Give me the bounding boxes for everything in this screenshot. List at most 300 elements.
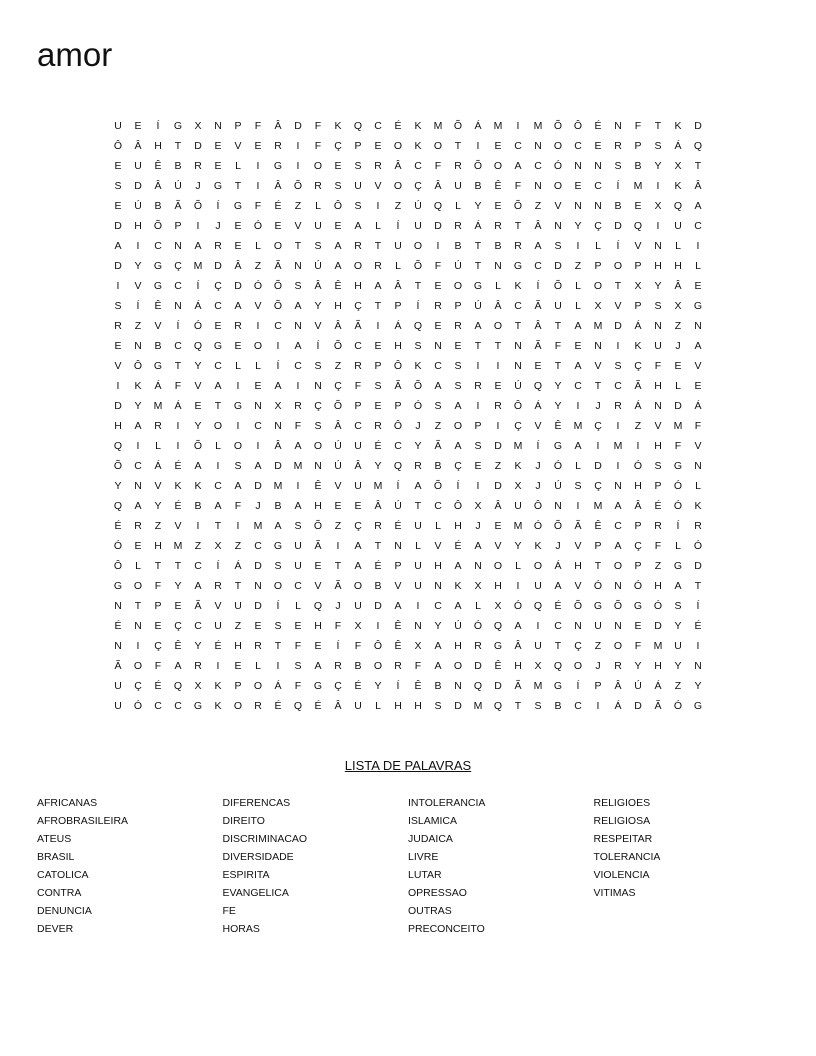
grid-letter: Ç	[314, 400, 322, 412]
grid-letter: V	[494, 540, 502, 552]
grid-letter: Ó	[693, 540, 703, 552]
grid-letter: L	[295, 600, 301, 612]
grid-letter: A	[334, 260, 342, 272]
word-item: DENUNCIA	[37, 905, 92, 917]
grid-letter: E	[114, 160, 122, 172]
grid-letter: Í	[396, 680, 400, 692]
grid-letter: L	[575, 280, 581, 292]
grid-letter: I	[136, 240, 140, 252]
word-list-title: LISTA DE PALAVRAS	[344, 758, 472, 773]
grid-letter: U	[414, 520, 422, 532]
grid-letter: U	[114, 700, 122, 712]
grid-letter: Í	[316, 340, 320, 352]
grid-letter: R	[454, 160, 462, 172]
grid-letter: C	[514, 300, 522, 312]
grid-letter: T	[474, 340, 482, 352]
grid-letter: C	[174, 340, 182, 352]
grid-letter: O	[393, 140, 403, 152]
grid-letter: Í	[416, 300, 420, 312]
grid-letter: Ã	[654, 700, 662, 712]
grid-letter: N	[654, 240, 662, 252]
grid-letter: Ã	[394, 380, 402, 392]
grid-letter: N	[274, 420, 282, 432]
letter-grid	[108, 116, 708, 716]
grid-letter: Y	[134, 260, 142, 272]
grid-letter: C	[194, 620, 202, 632]
grid-letter: K	[194, 480, 202, 492]
grid-letter: E	[114, 340, 122, 352]
grid-letter: L	[215, 440, 221, 452]
grid-letter: Õ	[413, 380, 423, 392]
grid-letter: I	[256, 160, 260, 172]
grid-letter: Ú	[414, 200, 422, 212]
grid-letter: Y	[474, 200, 482, 212]
grid-letter: I	[296, 160, 300, 172]
grid-letter: X	[594, 300, 602, 312]
grid-letter: S	[274, 620, 282, 632]
grid-letter: U	[354, 480, 362, 492]
grid-letter: U	[354, 600, 362, 612]
grid-letter: E	[134, 120, 142, 132]
grid-letter: F	[294, 640, 302, 652]
grid-letter: Ú	[634, 680, 642, 692]
grid-letter: Ô	[133, 360, 143, 372]
grid-letter: S	[554, 240, 562, 252]
grid-letter: J	[475, 520, 481, 532]
grid-letter: K	[534, 540, 542, 552]
grid-letter: C	[434, 500, 442, 512]
word-item: OUTRAS	[408, 905, 452, 917]
grid-letter: A	[134, 420, 142, 432]
grid-letter: Y	[434, 620, 442, 632]
grid-letter: Ú	[514, 380, 522, 392]
grid-letter: U	[414, 580, 422, 592]
grid-letter: Q	[693, 140, 703, 152]
grid-letter: I	[196, 520, 200, 532]
grid-letter: M	[513, 520, 523, 532]
grid-letter: S	[294, 280, 302, 292]
grid-letter: Ç	[514, 420, 522, 432]
grid-letter: É	[654, 500, 662, 512]
grid-letter: N	[574, 200, 582, 212]
grid-letter: U	[114, 680, 122, 692]
grid-letter: F	[354, 380, 362, 392]
grid-letter: E	[334, 220, 342, 232]
grid-letter: Z	[534, 200, 542, 212]
word-item: DIFERENCAS	[222, 797, 291, 809]
grid-letter: U	[354, 440, 362, 452]
grid-letter: H	[654, 380, 662, 392]
grid-letter: D	[694, 120, 702, 132]
grid-letter: Ç	[594, 220, 602, 232]
word-item: INTOLERANCIA	[408, 797, 486, 809]
grid-letter: N	[554, 220, 562, 232]
grid-letter: A	[234, 480, 242, 492]
grid-letter: Y	[134, 400, 142, 412]
grid-letter: I	[296, 380, 300, 392]
grid-letter: I	[236, 520, 240, 532]
grid-letter: Â	[334, 420, 342, 432]
grid-letter: Ç	[354, 520, 362, 532]
grid-letter: B	[154, 340, 162, 352]
grid-letter: M	[593, 500, 603, 512]
grid-letter: O	[453, 660, 463, 672]
word-item: ESPIRITA	[222, 869, 270, 881]
grid-letter: Í	[616, 240, 620, 252]
grid-letter: Ú	[334, 440, 342, 452]
grid-letter: V	[174, 520, 182, 532]
grid-letter: C	[294, 360, 302, 372]
grid-letter: O	[453, 420, 463, 432]
word-column	[37, 794, 223, 938]
grid-letter: S	[334, 180, 342, 192]
grid-letter: Z	[394, 200, 402, 212]
grid-letter: S	[674, 600, 682, 612]
grid-letter: G	[153, 280, 163, 292]
grid-letter: C	[214, 480, 222, 492]
grid-letter: Q	[113, 500, 123, 512]
grid-letter: Ê	[334, 280, 342, 292]
grid-letter: Ó	[533, 520, 543, 532]
grid-letter: B	[454, 240, 462, 252]
grid-letter: Á	[474, 120, 482, 132]
grid-letter: Z	[154, 520, 162, 532]
grid-letter: S	[114, 180, 122, 192]
grid-letter: Õ	[313, 520, 323, 532]
grid-letter: Z	[594, 640, 602, 652]
grid-letter: C	[154, 240, 162, 252]
grid-letter: Â	[534, 220, 542, 232]
grid-letter: D	[474, 660, 482, 672]
grid-letter: I	[496, 360, 500, 372]
grid-letter: X	[674, 300, 682, 312]
grid-letter: Ú	[334, 460, 342, 472]
grid-letter: U	[674, 640, 682, 652]
grid-letter: M	[193, 260, 203, 272]
grid-letter: T	[654, 120, 662, 132]
grid-letter: Õ	[273, 280, 283, 292]
grid-letter: Q	[173, 680, 183, 692]
grid-letter: Ç	[154, 640, 162, 652]
grid-letter: U	[234, 600, 242, 612]
grid-letter: N	[414, 620, 422, 632]
grid-letter: R	[374, 420, 382, 432]
grid-letter: N	[694, 460, 702, 472]
grid-letter: H	[154, 140, 162, 152]
grid-letter: C	[214, 300, 222, 312]
grid-letter: L	[375, 700, 381, 712]
grid-letter: R	[214, 240, 222, 252]
grid-letter: L	[395, 260, 401, 272]
grid-letter: N	[534, 180, 542, 192]
grid-letter: Â	[394, 280, 402, 292]
grid-letter: I	[616, 340, 620, 352]
grid-letter: Í	[136, 300, 140, 312]
grid-letter: S	[654, 300, 662, 312]
grid-letter: E	[234, 660, 242, 672]
grid-letter: P	[174, 220, 182, 232]
grid-letter: A	[534, 240, 542, 252]
grid-letter: E	[674, 360, 682, 372]
grid-letter: Ó	[253, 280, 263, 292]
grid-letter: N	[394, 540, 402, 552]
grid-letter: E	[174, 600, 182, 612]
grid-letter: R	[254, 700, 262, 712]
grid-letter: X	[634, 280, 642, 292]
grid-letter: P	[234, 120, 242, 132]
grid-letter: J	[595, 400, 601, 412]
grid-letter: A	[294, 340, 302, 352]
grid-letter: Ú	[394, 500, 402, 512]
grid-letter: K	[214, 700, 222, 712]
grid-letter: H	[454, 520, 462, 532]
word-item: DIREITO	[222, 815, 265, 827]
grid-letter: I	[256, 320, 260, 332]
grid-letter: N	[294, 320, 302, 332]
grid-letter: Ô	[513, 400, 523, 412]
grid-letter: N	[294, 260, 302, 272]
grid-letter: R	[274, 140, 282, 152]
grid-letter: N	[474, 560, 482, 572]
grid-letter: T	[474, 240, 482, 252]
grid-letter: C	[574, 140, 582, 152]
grid-letter: Â	[334, 700, 342, 712]
grid-letter: Õ	[293, 180, 303, 192]
word-column	[594, 794, 780, 938]
word-item: VITIMAS	[593, 887, 636, 899]
grid-letter: H	[154, 540, 162, 552]
grid-letter: I	[216, 460, 220, 472]
grid-letter: P	[154, 600, 162, 612]
grid-letter: U	[294, 560, 302, 572]
grid-letter: P	[594, 260, 602, 272]
grid-letter: G	[553, 680, 563, 692]
grid-letter: I	[436, 240, 440, 252]
grid-letter: Z	[294, 200, 302, 212]
grid-letter: H	[434, 560, 442, 572]
grid-letter: I	[216, 660, 220, 672]
grid-letter: A	[574, 360, 582, 372]
grid-letter: É	[174, 500, 182, 512]
grid-letter: É	[374, 560, 382, 572]
grid-letter: F	[174, 380, 182, 392]
grid-letter: É	[594, 120, 602, 132]
grid-letter: Í	[276, 600, 280, 612]
grid-letter: Õ	[333, 400, 343, 412]
grid-letter: S	[614, 360, 622, 372]
grid-letter: Ç	[574, 640, 582, 652]
grid-letter: Y	[674, 620, 682, 632]
grid-letter: C	[174, 280, 182, 292]
grid-letter: S	[314, 360, 322, 372]
grid-letter: P	[634, 520, 642, 532]
grid-letter: F	[294, 680, 302, 692]
grid-letter: Ô	[453, 500, 463, 512]
grid-letter: M	[153, 400, 163, 412]
grid-letter: C	[354, 420, 362, 432]
grid-letter: T	[414, 280, 422, 292]
grid-letter: R	[494, 400, 502, 412]
grid-letter: B	[194, 500, 202, 512]
grid-letter: U	[554, 300, 562, 312]
grid-letter: E	[374, 400, 382, 412]
grid-letter: H	[394, 700, 402, 712]
grid-letter: Ô	[113, 140, 123, 152]
grid-letter: Y	[414, 440, 422, 452]
grid-letter: E	[194, 400, 202, 412]
grid-letter: V	[654, 420, 662, 432]
grid-letter: P	[594, 540, 602, 552]
grid-letter: R	[614, 660, 622, 672]
grid-letter: Ê	[594, 520, 602, 532]
grid-letter: C	[534, 160, 542, 172]
grid-letter: Q	[433, 200, 443, 212]
grid-letter: I	[276, 340, 280, 352]
grid-letter: A	[614, 500, 622, 512]
grid-letter: P	[634, 260, 642, 272]
grid-letter: B	[434, 460, 442, 472]
grid-letter: Ç	[174, 620, 182, 632]
grid-letter: Á	[154, 380, 162, 392]
grid-letter: Á	[614, 700, 622, 712]
grid-letter: T	[134, 600, 142, 612]
grid-letter: X	[194, 120, 202, 132]
grid-letter: Y	[374, 680, 382, 692]
grid-letter: É	[154, 680, 162, 692]
grid-letter: F	[334, 620, 342, 632]
grid-letter: H	[114, 420, 122, 432]
grid-letter: G	[693, 300, 703, 312]
grid-letter: T	[414, 500, 422, 512]
grid-letter: A	[354, 560, 362, 572]
grid-letter: T	[694, 160, 702, 172]
grid-letter: F	[354, 640, 362, 652]
grid-letter: C	[134, 460, 142, 472]
grid-letter: F	[434, 160, 442, 172]
grid-letter: Z	[334, 520, 342, 532]
grid-letter: Y	[174, 580, 182, 592]
grid-letter: U	[114, 120, 122, 132]
grid-letter: V	[394, 580, 402, 592]
grid-letter: V	[314, 580, 322, 592]
grid-letter: R	[454, 320, 462, 332]
grid-letter: T	[334, 560, 342, 572]
grid-letter: Ã	[514, 680, 522, 692]
grid-letter: Í	[616, 180, 620, 192]
grid-letter: L	[455, 200, 461, 212]
grid-letter: X	[414, 640, 422, 652]
grid-letter: I	[536, 620, 540, 632]
grid-letter: S	[534, 700, 542, 712]
grid-letter: Õ	[553, 120, 563, 132]
grid-letter: Z	[674, 320, 682, 332]
grid-letter: C	[614, 380, 622, 392]
grid-letter: Õ	[193, 440, 203, 452]
word-item: VIOLENCIA	[593, 869, 650, 881]
word-item: RELIGIOES	[593, 797, 651, 809]
grid-letter: Â	[394, 160, 402, 172]
grid-letter: D	[674, 400, 682, 412]
grid-letter: T	[554, 640, 562, 652]
grid-letter: O	[273, 240, 283, 252]
grid-letter: R	[434, 300, 442, 312]
grid-letter: Z	[674, 680, 682, 692]
grid-letter: A	[194, 580, 202, 592]
grid-letter: R	[114, 320, 122, 332]
grid-letter: V	[194, 380, 202, 392]
grid-letter: X	[654, 200, 662, 212]
grid-letter: M	[513, 440, 523, 452]
word-list	[37, 794, 797, 938]
grid-letter: Y	[654, 160, 662, 172]
grid-letter: Õ	[573, 600, 583, 612]
grid-letter: Z	[494, 460, 502, 472]
grid-letter: I	[616, 420, 620, 432]
grid-letter: G	[273, 540, 283, 552]
grid-letter: Ú	[454, 620, 462, 632]
grid-letter: S	[454, 380, 462, 392]
grid-letter: O	[353, 580, 363, 592]
grid-letter: I	[136, 640, 140, 652]
grid-letter: E	[634, 200, 642, 212]
grid-letter: Á	[654, 680, 662, 692]
grid-letter: I	[256, 440, 260, 452]
grid-letter: H	[134, 220, 142, 232]
grid-letter: L	[695, 480, 701, 492]
grid-letter: R	[454, 220, 462, 232]
grid-letter: K	[414, 140, 422, 152]
grid-letter: Ú	[134, 200, 142, 212]
grid-letter: Í	[216, 560, 220, 572]
grid-letter: T	[594, 380, 602, 392]
grid-letter: A	[514, 620, 522, 632]
grid-letter: A	[574, 440, 582, 452]
grid-letter: A	[614, 540, 622, 552]
grid-letter: V	[434, 540, 442, 552]
grid-letter: Í	[216, 200, 220, 212]
grid-letter: Í	[336, 640, 340, 652]
grid-letter: Ê	[154, 300, 162, 312]
word-item: DIVERSIDADE	[222, 851, 294, 863]
grid-letter: I	[416, 600, 420, 612]
grid-letter: Ç	[334, 680, 342, 692]
grid-letter: A	[474, 320, 482, 332]
grid-letter: Ã	[434, 440, 442, 452]
grid-letter: E	[494, 140, 502, 152]
grid-letter: Â	[494, 500, 502, 512]
grid-letter: A	[454, 600, 462, 612]
grid-letter: H	[654, 260, 662, 272]
grid-letter: E	[254, 620, 262, 632]
grid-letter: Ô	[573, 120, 583, 132]
grid-letter: Ã	[354, 320, 362, 332]
grid-letter: É	[114, 620, 122, 632]
grid-letter: O	[553, 180, 563, 192]
grid-letter: J	[555, 540, 561, 552]
grid-letter: Í	[696, 600, 700, 612]
grid-letter: Á	[554, 560, 562, 572]
grid-letter: É	[454, 540, 462, 552]
grid-letter: Y	[694, 680, 702, 692]
grid-letter: F	[414, 660, 422, 672]
grid-letter: Ó	[653, 600, 663, 612]
grid-letter: P	[394, 300, 402, 312]
grid-letter: Y	[514, 540, 522, 552]
grid-letter: N	[514, 340, 522, 352]
grid-letter: O	[413, 240, 423, 252]
grid-letter: G	[273, 160, 283, 172]
grid-letter: R	[294, 400, 302, 412]
